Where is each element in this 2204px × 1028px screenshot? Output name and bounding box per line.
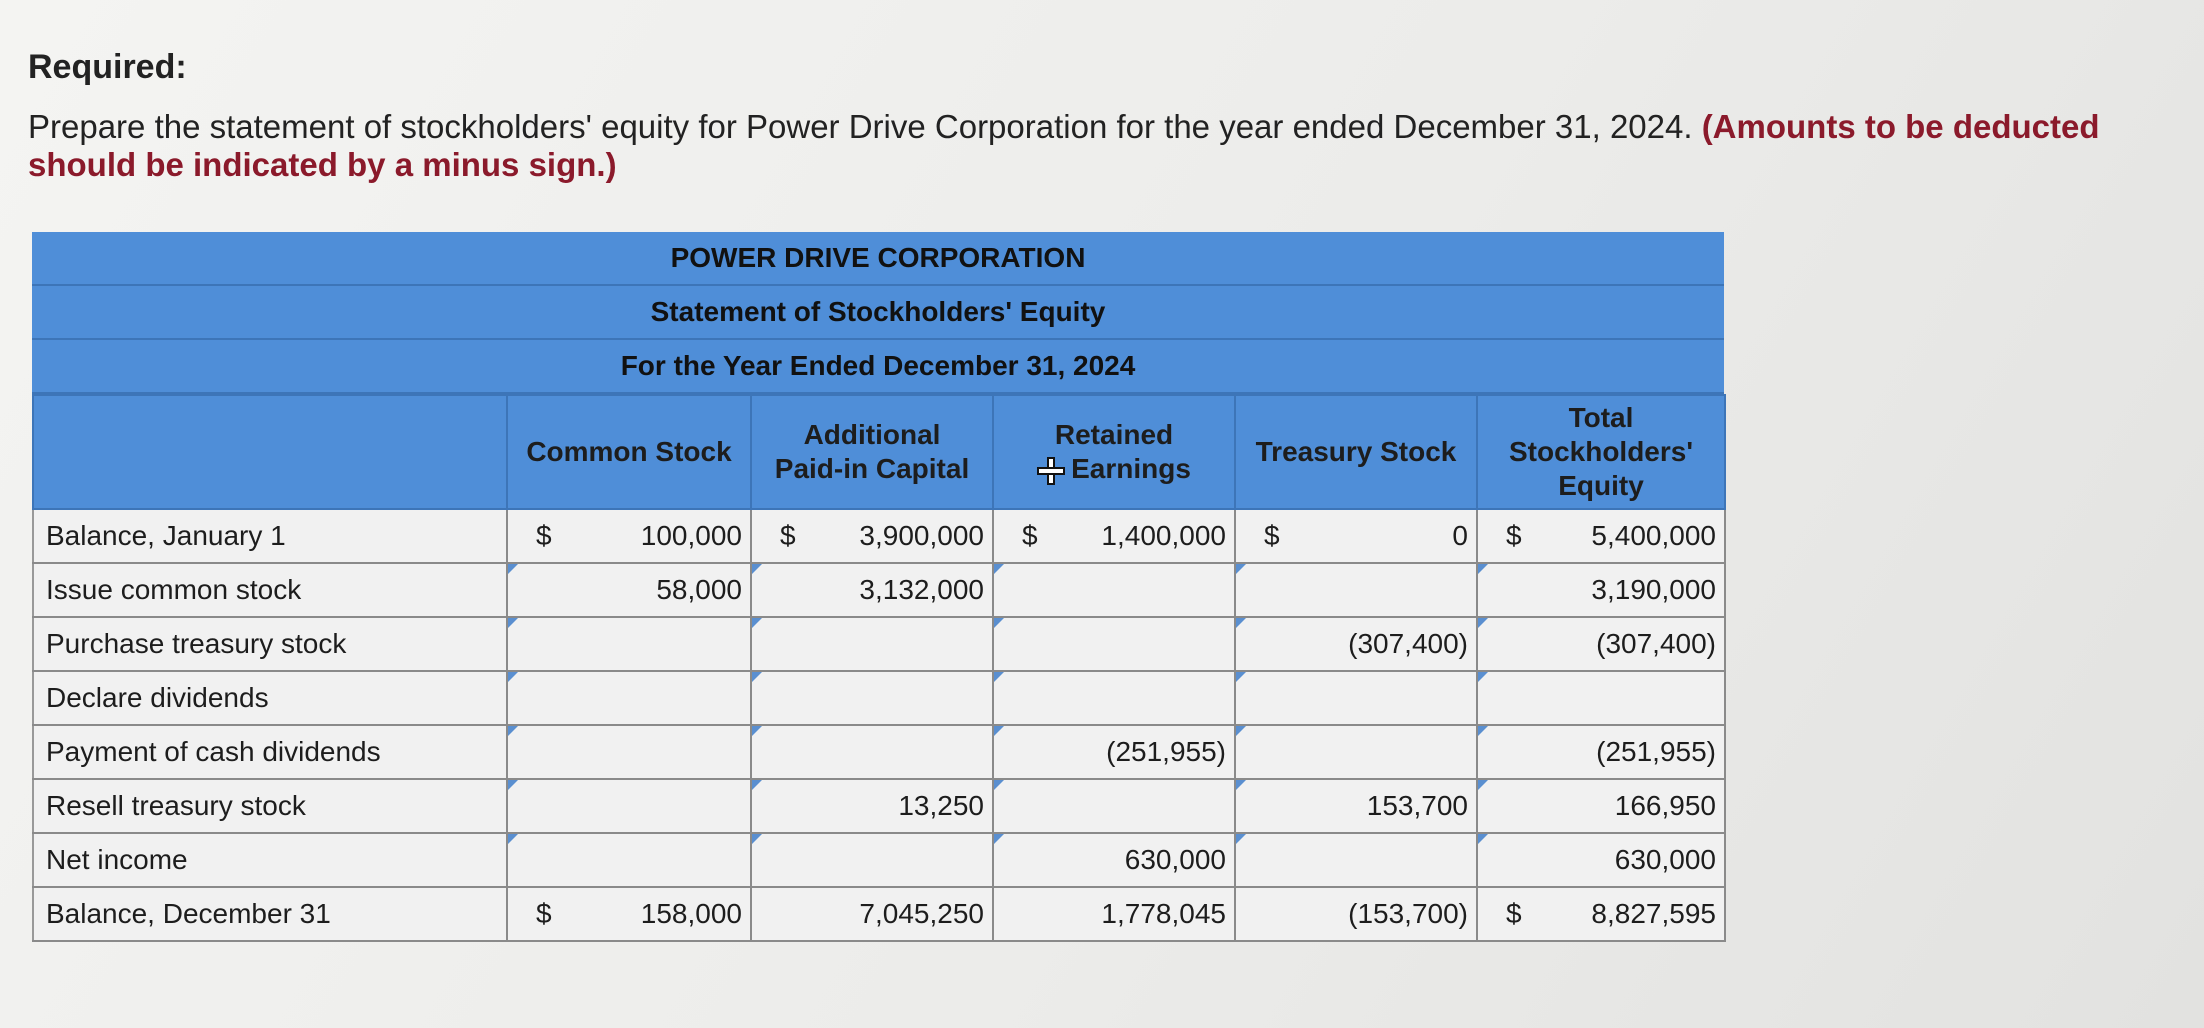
- table-row: [33, 671, 1725, 725]
- table-row: [33, 617, 1725, 671]
- input-common[interactable]: [507, 617, 751, 671]
- input-treasury[interactable]: [1235, 563, 1477, 617]
- cell-re: 1,778,045: [993, 887, 1235, 941]
- input-common[interactable]: [507, 671, 751, 725]
- input-re[interactable]: [993, 617, 1235, 671]
- table-row: [33, 509, 1725, 563]
- input-re[interactable]: [993, 779, 1235, 833]
- cell-total: $ 5,400,000: [1477, 509, 1725, 563]
- input-treasury[interactable]: 153,700: [1235, 779, 1477, 833]
- input-common[interactable]: [507, 725, 751, 779]
- input-re[interactable]: (251,955): [993, 725, 1235, 779]
- row-label: Balance, January 1: [33, 509, 507, 563]
- input-re[interactable]: [993, 563, 1235, 617]
- cell-common: $ 158,000: [507, 887, 751, 941]
- row-label: Declare dividends: [33, 671, 507, 725]
- input-total[interactable]: (251,955): [1477, 725, 1725, 779]
- input-total[interactable]: [1477, 671, 1725, 725]
- statement-sheet: [32, 232, 1724, 942]
- input-apic[interactable]: 3,132,000: [751, 563, 993, 617]
- instruction-text: Prepare the statement of stockholders' equity for Power Drive Corporation for the year ended December 31, 2024.: [28, 108, 1702, 145]
- col-total-equity: Total Stockholders' Equity: [1477, 395, 1725, 509]
- input-total[interactable]: 166,950: [1477, 779, 1725, 833]
- input-total[interactable]: 630,000: [1477, 833, 1725, 887]
- input-total[interactable]: (307,400): [1477, 617, 1725, 671]
- cell-treasury: $ 0: [1235, 509, 1477, 563]
- input-apic[interactable]: [751, 617, 993, 671]
- column-header-row: [33, 395, 1725, 509]
- row-label: Resell treasury stock: [33, 779, 507, 833]
- instruction-emphasis: (Amounts to be deducted should be indicated by a minus sign.): [28, 108, 2100, 183]
- row-label: Payment of cash dividends: [33, 725, 507, 779]
- table-row: [33, 887, 1725, 941]
- table-row: [33, 725, 1725, 779]
- input-apic[interactable]: 13,250: [751, 779, 993, 833]
- cell-apic: 7,045,250: [751, 887, 993, 941]
- move-plus-icon: [1037, 457, 1065, 485]
- cell-total: $ 8,827,595: [1477, 887, 1725, 941]
- table-row: [33, 563, 1725, 617]
- input-apic[interactable]: [751, 833, 993, 887]
- input-treasury[interactable]: (307,400): [1235, 617, 1477, 671]
- statement-period: For the Year Ended December 31, 2024: [32, 340, 1724, 394]
- input-common[interactable]: [507, 779, 751, 833]
- cell-common: $ 100,000: [507, 509, 751, 563]
- col-retained-earnings: Retained Earnings: [993, 395, 1235, 509]
- input-treasury[interactable]: [1235, 833, 1477, 887]
- equity-table: [32, 394, 1726, 942]
- table-row: [33, 833, 1725, 887]
- col-common-stock: Common Stock: [507, 395, 751, 509]
- input-treasury[interactable]: [1235, 725, 1477, 779]
- col-treasury-stock: Treasury Stock: [1235, 395, 1477, 509]
- input-common[interactable]: [507, 833, 751, 887]
- company-name: POWER DRIVE CORPORATION: [32, 232, 1724, 286]
- cell-re: $ 1,400,000: [993, 509, 1235, 563]
- row-label: Net income: [33, 833, 507, 887]
- input-apic[interactable]: [751, 725, 993, 779]
- instructions: [28, 108, 2178, 184]
- statement-title: Statement of Stockholders' Equity: [32, 286, 1724, 340]
- row-label: Issue common stock: [33, 563, 507, 617]
- required-label: Required:: [28, 48, 187, 86]
- input-re[interactable]: 630,000: [993, 833, 1235, 887]
- input-re[interactable]: [993, 671, 1235, 725]
- row-label: Purchase treasury stock: [33, 617, 507, 671]
- cell-apic: $ 3,900,000: [751, 509, 993, 563]
- col-apic: Additional Paid-in Capital: [751, 395, 993, 509]
- input-apic[interactable]: [751, 671, 993, 725]
- cell-treasury: (153,700): [1235, 887, 1477, 941]
- row-label-header: [33, 395, 507, 509]
- input-total[interactable]: 3,190,000: [1477, 563, 1725, 617]
- input-treasury[interactable]: [1235, 671, 1477, 725]
- row-label: Balance, December 31: [33, 887, 507, 941]
- table-row: [33, 779, 1725, 833]
- input-common[interactable]: 58,000: [507, 563, 751, 617]
